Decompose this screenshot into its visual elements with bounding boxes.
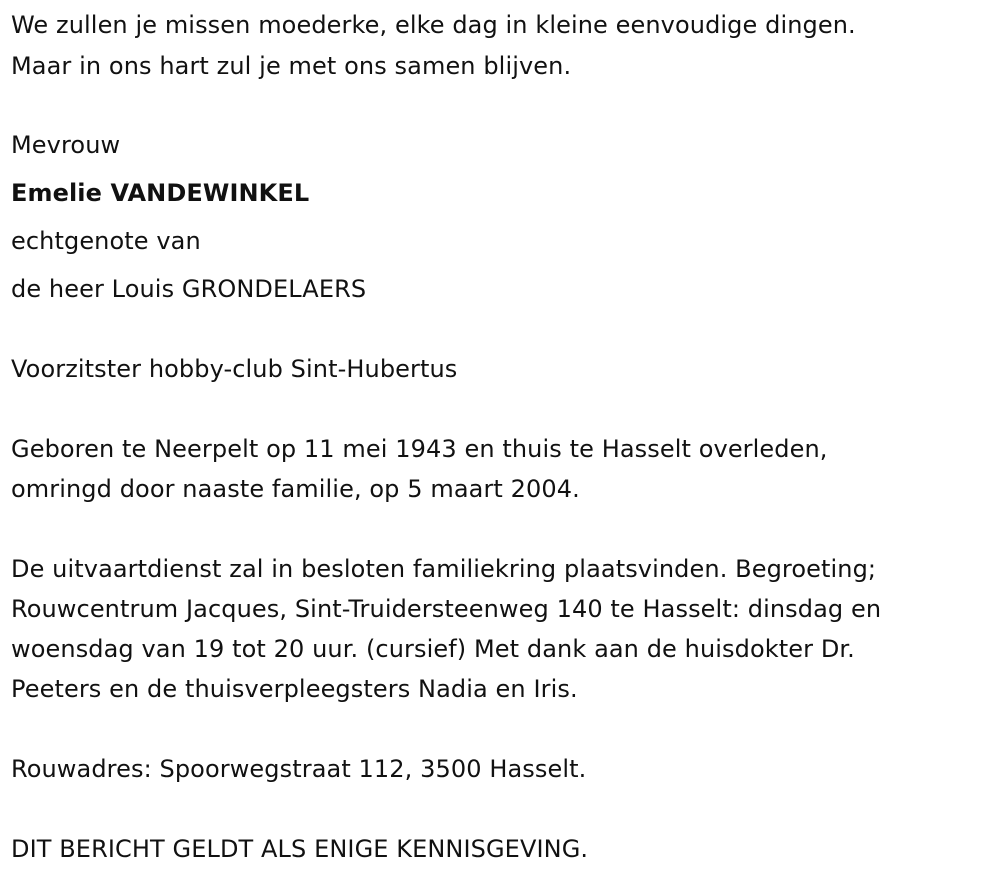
verse-line-1: We zullen je missen moederke, elke dag in kleine eenvoudige dingen. <box>11 11 856 39</box>
mourning-address: Rouwadres: Spoorwegstraat 112, 3500 Hasselt. <box>11 755 587 783</box>
relation-label: echtgenote van <box>11 227 201 255</box>
notice-line: DIT BERICHT GELDT ALS ENIGE KENNISGEVING. <box>11 835 589 863</box>
deceased-name: Emelie VANDEWINKEL <box>11 179 310 207</box>
verse-line-2: Maar in ons hart zul je met ons samen blijven. <box>11 52 572 80</box>
service-line-3: woensdag van 19 tot 20 uur. (cursief) Met dank aan de huisdokter Dr. <box>11 635 855 663</box>
service-line-2: Rouwcentrum Jacques, Sint-Truidersteenweg 140 te Hasselt: dinsdag en <box>11 595 882 623</box>
role-line: Voorzitster hobby-club Sint-Hubertus <box>11 355 458 383</box>
birth-death-line-2: omringd door naaste familie, op 5 maart 2004. <box>11 475 580 503</box>
birth-death-line-1: Geboren te Neerpelt op 11 mei 1943 en thuis te Hasselt overleden, <box>11 435 828 463</box>
service-line-4: Peeters en de thuisverpleegsters Nadia en Iris. <box>11 675 578 703</box>
spouse-name: de heer Louis GRONDELAERS <box>11 275 367 303</box>
service-line-1: De uitvaartdienst zal in besloten familiekring plaatsvinden. Begroeting; <box>11 555 877 583</box>
honorific: Mevrouw <box>11 131 121 159</box>
